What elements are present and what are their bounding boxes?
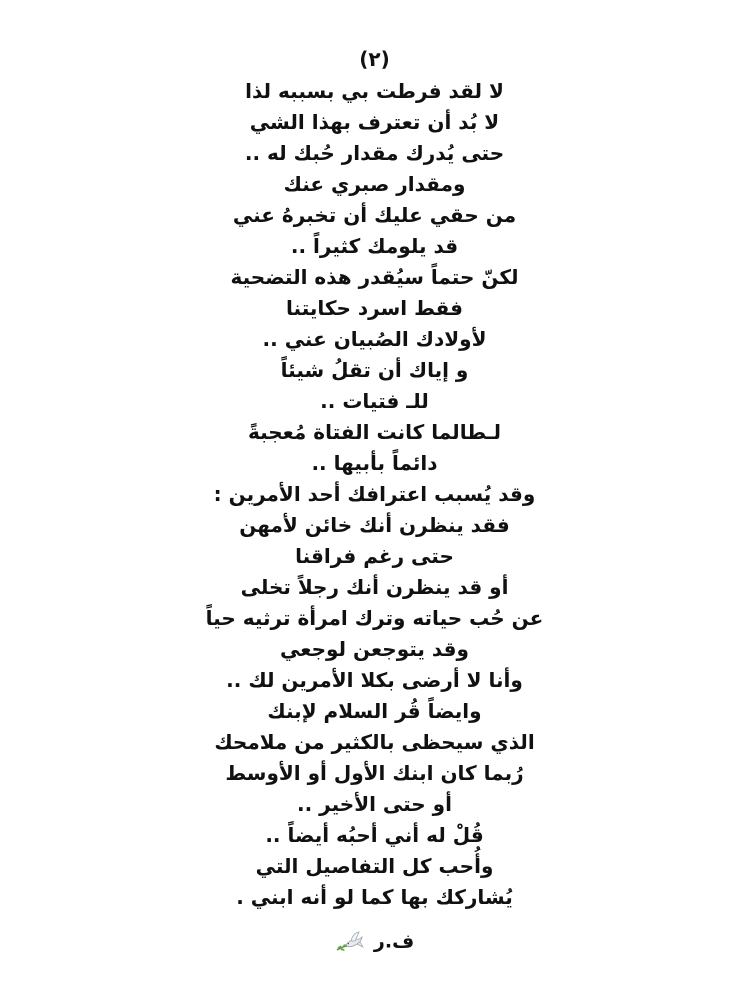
poem-line: لكنّ حتماً سيُقدر هذه التضحية [230, 265, 519, 289]
poem-line: وأنا لا أرضى بكلا الأمرين لك .. [226, 668, 523, 692]
dove-with-olive-branch-icon [335, 930, 365, 954]
poem-line: الذي سيحظى بالكثير من ملامحك [214, 730, 535, 754]
poem-line: وقد يتوجعن لوجعي [280, 637, 469, 661]
poem-line: للـ فتيات .. [320, 389, 429, 413]
poem-line: لـطالما كانت الفتاة مُعجبةً [247, 420, 502, 444]
poem-line: أو حتى الأخير .. [297, 792, 452, 816]
poem-line: قُلْ له أني أحبُه أيضاً .. [265, 823, 484, 847]
poem-line: فقد ينظرن أنك خائن لأمهن [239, 513, 510, 537]
poem-line: يُشاركك بها كما لو أنه ابني . [236, 885, 513, 909]
poem-line: و إياك أن تقلُ شيئاً [280, 358, 469, 382]
poem-line: حتى رغم فراقنا [295, 544, 454, 568]
poem-line: لا بُد أن تعترف بهذا الشي [249, 110, 500, 134]
signature-initials: ف.ر [373, 930, 415, 953]
poem-line: ومقدار صبري عنك [283, 172, 466, 196]
poem-line: لأولادك الصُبيان عني .. [262, 327, 487, 351]
poem-number-heading: (٢) [359, 47, 390, 71]
poem-line: عن حُب حياته وترك امرأة ترثيه حياً [205, 606, 544, 630]
poem-line: أو قد ينظرن أنك رجلاً تخلى [240, 575, 509, 599]
poem-line: وقد يُسبب اعترافك أحد الأمرين : [213, 482, 536, 506]
poem-line: وايضاً قُر السلام لإبنك [267, 699, 482, 723]
poem-line: وأُحب كل التفاصيل التي [255, 854, 494, 878]
poem-line: حتى يُدرك مقدار حُبك له .. [244, 141, 505, 165]
poem-line: من حقي عليك أن تخبرهُ عني [232, 203, 517, 227]
poem-line: قد يلومك كثيراً .. [290, 234, 459, 258]
poem-line: لا لقد فرطت بي بسببه لذا [245, 79, 504, 103]
signature [0, 924, 749, 958]
poem-body [0, 76, 749, 913]
poem-line: دائماً بأبيها .. [311, 451, 438, 475]
poem-line: رُبما كان ابنك الأول أو الأوسط [225, 761, 524, 785]
poem-line: فقط اسرد حكايتنا [286, 296, 463, 320]
